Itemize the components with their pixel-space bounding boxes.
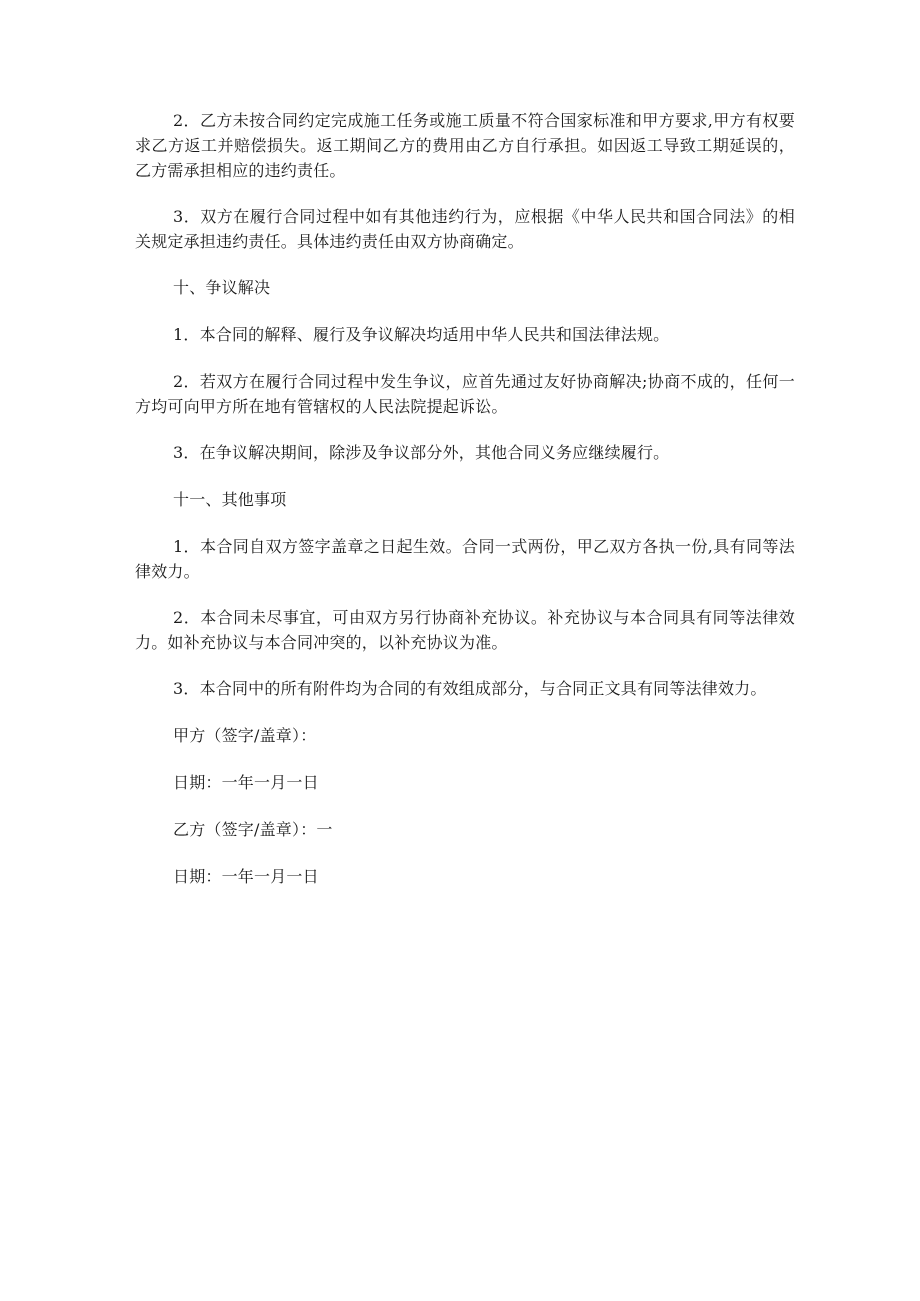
document-body xyxy=(135,108,795,911)
clause-11-3: 3．本合同中的所有附件均为合同的有效组成部分，与合同正文具有同等法律效力。 xyxy=(173,679,767,698)
clause-9-2: 2．乙方未按合同约定完成施工任务或施工质量不符合国家标准和甲方要求,甲方有权要求乙方返工并赔偿损失。返工期间乙方的费用由乙方自行承担。如因返工导致工期延误的，乙方需承担相应的违约责任。 xyxy=(135,111,795,180)
section-heading-dispute: 十、争议解决 xyxy=(173,278,271,297)
clause-10-1: 1．本合同的解释、履行及争议解决均适用中华人民共和国法律法规。 xyxy=(173,325,670,344)
section-heading-other: 十一、其他事项 xyxy=(173,490,287,509)
party-b-date: 日期：一年一月一日 xyxy=(173,867,319,886)
clause-11-1: 1．本合同自双方签字盖章之日起生效。合同一式两份，甲乙双方各执一份,具有同等法律效力。 xyxy=(135,537,795,581)
party-a-signature: 甲方（签字/盖章）： xyxy=(173,726,317,745)
clause-11-2: 2．本合同未尽事宜，可由双方另行协商补充协议。补充协议与本合同具有同等法律效力。如补充协议与本合同冲突的，以补充协议为准。 xyxy=(135,608,795,652)
party-b-signature: 乙方（签字/盖章）：一 xyxy=(173,820,333,839)
clause-9-3: 3．双方在履行合同过程中如有其他违约行为，应根据《中华人民共和国合同法》的相关规定承担违约责任。具体违约责任由双方协商确定。 xyxy=(135,207,795,251)
clause-10-2: 2．若双方在履行合同过程中发生争议，应首先通过友好协商解决;协商不成的，任何一方均可向甲方所在地有管辖权的人民法院提起诉讼。 xyxy=(135,372,795,416)
party-a-date: 日期：一年一月一日 xyxy=(173,773,319,792)
clause-10-3: 3．在争议解决期间，除涉及争议部分外，其他合同义务应继续履行。 xyxy=(173,443,670,462)
